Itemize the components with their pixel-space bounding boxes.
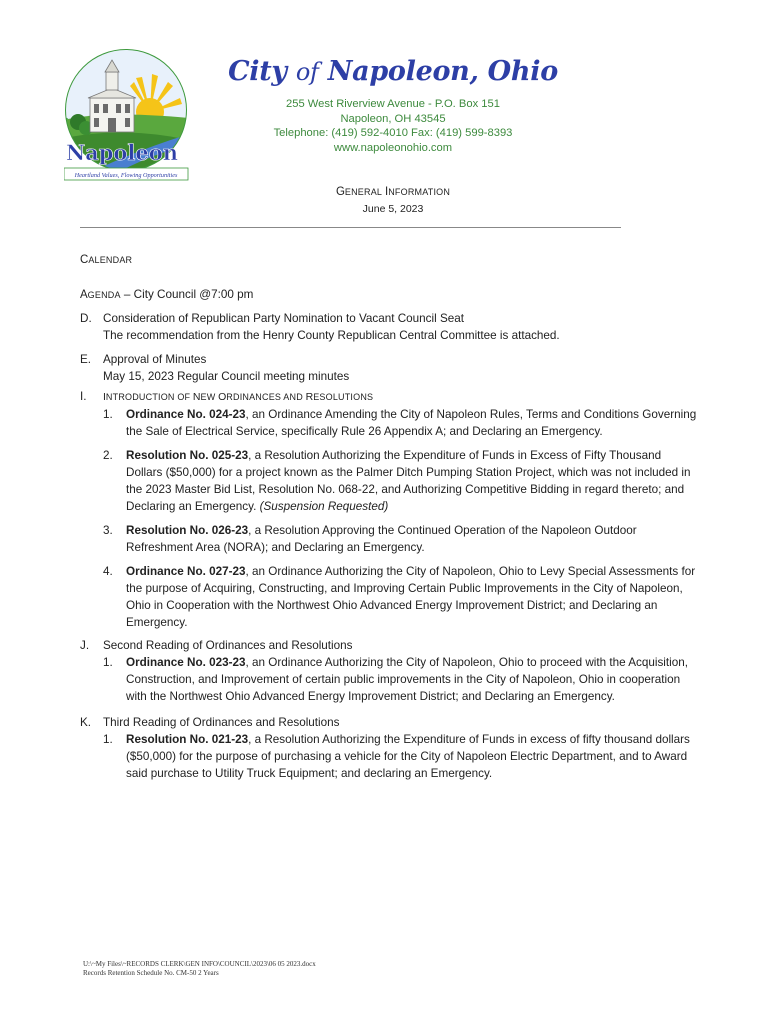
- section-i-item: 1. Ordinance No. 024-23, an Ordinance Amending the City of Napoleon Rules, Terms and Conditions Governing the Sale of Electrical Service, specifically Rule 26 Appendix A; and Declaring an Emergency.: [103, 408, 697, 438]
- section-i: I. INTRODUCTION OF NEW ORDINANCES AND RESOLUTIONS 1. Ordinance No. 024-23, an Ordinance Amending the City of Napoleon Rules, Terms and Conditions Governing the Sale of Electrical Service, specifically Rule 26 Appendix A; and Declaring an Emergency. 2. Resolution No. 025-23, a Resolution Authorizing the Expenditure of Funds in Excess of Fifty Thousand Dollars ($50,000) for a project known as the Palmer Ditch Pumping Station Project, which was not included in the 2023 Master Bid List, Resolution No. 068-22, and Authorizing Competitive Bidding in regard thereto; and Declaring an Emergency. (Suspension Requested) 3. Resolution No. 026-23, a Resolution Approving the Continued Operation of the Napoleon Outdoor Refreshment Area (NORA); and Declaring an Emergency. 4. Ordinance No. 027-23, an Ordinance Authorizing the City of Napoleon, Ohio to Levy Special Assessments for the purpose of Acquiring, Constructing, and Improving Certain Public Improvements in the City of Napoleon, Ohio in Cooperation with the Northwest Ohio Advanced Energy Improvement District; and Declaring an Emergency.: [80, 388, 700, 631]
- section-k: K. Third Reading of Ordinances and Resolutions 1. Resolution No. 021-23, a Resolution Authorizing the Expenditure of Funds in excess of fifty thousand dollars ($50,000) for the purpose of purchasing a vehicle for the City of Napoleon Electric Department, and to Award said purchase to Utility Truck Equipment; and declaring an Emergency.: [80, 714, 700, 782]
- footer-retention: Records Retention Schedule No. CM-50 2 Years: [83, 969, 219, 977]
- document-heading: [0, 184, 770, 218]
- section-e-title: Approval of Minutes: [103, 353, 207, 366]
- section-k-title: Third Reading of Ordinances and Resolutions: [103, 716, 340, 729]
- section-i-item: 3. Resolution No. 026-23, a Resolution Approving the Continued Operation of the Napoleon Outdoor Refreshment Area (NORA); and Declaring an Emergency.: [103, 524, 637, 554]
- section-e: E. Approval of Minutes May 15, 2023 Regular Council meeting minutes: [80, 351, 700, 385]
- city-title: [0, 56, 770, 87]
- footer-file-path: U:\~My Files\~RECORDS CLERK\GEN INFO\COUNCIL\2023\06 05 2023.docx: [83, 960, 316, 968]
- section-i-title: INTRODUCTION OF NEW ORDINANCES AND RESOLUTIONS: [103, 391, 374, 403]
- agenda-heading: AGENDA – City Council @7:00 pm: [80, 288, 254, 301]
- section-d-detail: The recommendation from the Henry County Republican Central Committee is attached.: [103, 329, 560, 342]
- page-footer: [83, 960, 316, 978]
- section-j-title: Second Reading of Ordinances and Resolutions: [103, 639, 353, 652]
- section-d-title: Consideration of Republican Party Nomination to Vacant Council Seat: [103, 312, 464, 325]
- address-line-1: 255 West Riverview Avenue - P.O. Box 151: [286, 98, 500, 110]
- section-j-item: 1. Ordinance No. 023-23, an Ordinance Authorizing the City of Napoleon, Ohio to proceed with the Acquisition, Construction, and Improvement of certain public improvements in the City of Napoleon, Ohio in cooperation with the Northwest Ohio Advanced Energy Improvement District; and Declaring an Emergency.: [103, 656, 688, 703]
- document-title: GENERAL INFORMATION: [335, 186, 451, 198]
- section-j: J. Second Reading of Ordinances and Resolutions 1. Ordinance No. 023-23, an Ordinance Authorizing the City of Napoleon, Ohio to proceed with the Acquisition, Construction, and Improvement of certain public improvements in the City of Napoleon, Ohio in cooperation with the Northwest Ohio Advanced Energy Improvement District; and Declaring an Emergency.: [80, 637, 700, 705]
- section-i-item: 2. Resolution No. 025-23, a Resolution Authorizing the Expenditure of Funds in Excess of Fifty Thousand Dollars ($50,000) for a project known as the Palmer Ditch Pumping Station Project, which was not included in the 2023 Master Bid List, Resolution No. 068-22, and Authorizing Competitive Bidding in regard thereto; and Declaring an Emergency. (Suspension Requested): [103, 449, 691, 513]
- calendar-heading: CALENDAR: [80, 254, 133, 266]
- telephone-fax: Telephone: (419) 592-4010 Fax: (419) 599-8393: [273, 127, 513, 140]
- section-k-item: 1. Resolution No. 021-23, a Resolution Authorizing the Expenditure of Funds in excess of fifty thousand dollars ($50,000) for the purpose of purchasing a vehicle for the City of Napoleon Electric Department, and to Award said purchase to Utility Truck Equipment; and declaring an Emergency.: [103, 733, 690, 780]
- logo-wordmark: Napoleon: [65, 140, 179, 165]
- logo-tagline: Heartland Values, Flowing Opportunities: [74, 172, 178, 179]
- title-name: Napoleon, Ohio: [327, 56, 558, 87]
- address-block: [0, 97, 770, 155]
- agenda-content: [80, 251, 700, 782]
- title-city: City: [228, 56, 287, 87]
- section-i-item: 4. Ordinance No. 027-23, an Ordinance Authorizing the City of Napoleon, Ohio to Levy Special Assessments for the purpose of Acquiring, Constructing, and Improving Certain Public Improvements in the City of Napoleon, Ohio in Cooperation with the Northwest Ohio Advanced Energy Improvement District; and Declaring an Emergency.: [103, 565, 696, 629]
- website-link[interactable]: www.napoleonohio.com: [333, 141, 453, 154]
- document-date: June 5, 2023: [362, 203, 424, 215]
- header-divider: [80, 227, 621, 228]
- title-of: of: [295, 58, 319, 86]
- address-line-2: Napoleon, OH 43545: [340, 112, 446, 125]
- section-d: D. Consideration of Republican Party Nomination to Vacant Council Seat The recommendation from the Henry County Republican Central Committee is attached.: [80, 310, 700, 344]
- section-e-detail: May 15, 2023 Regular Council meeting minutes: [103, 370, 350, 383]
